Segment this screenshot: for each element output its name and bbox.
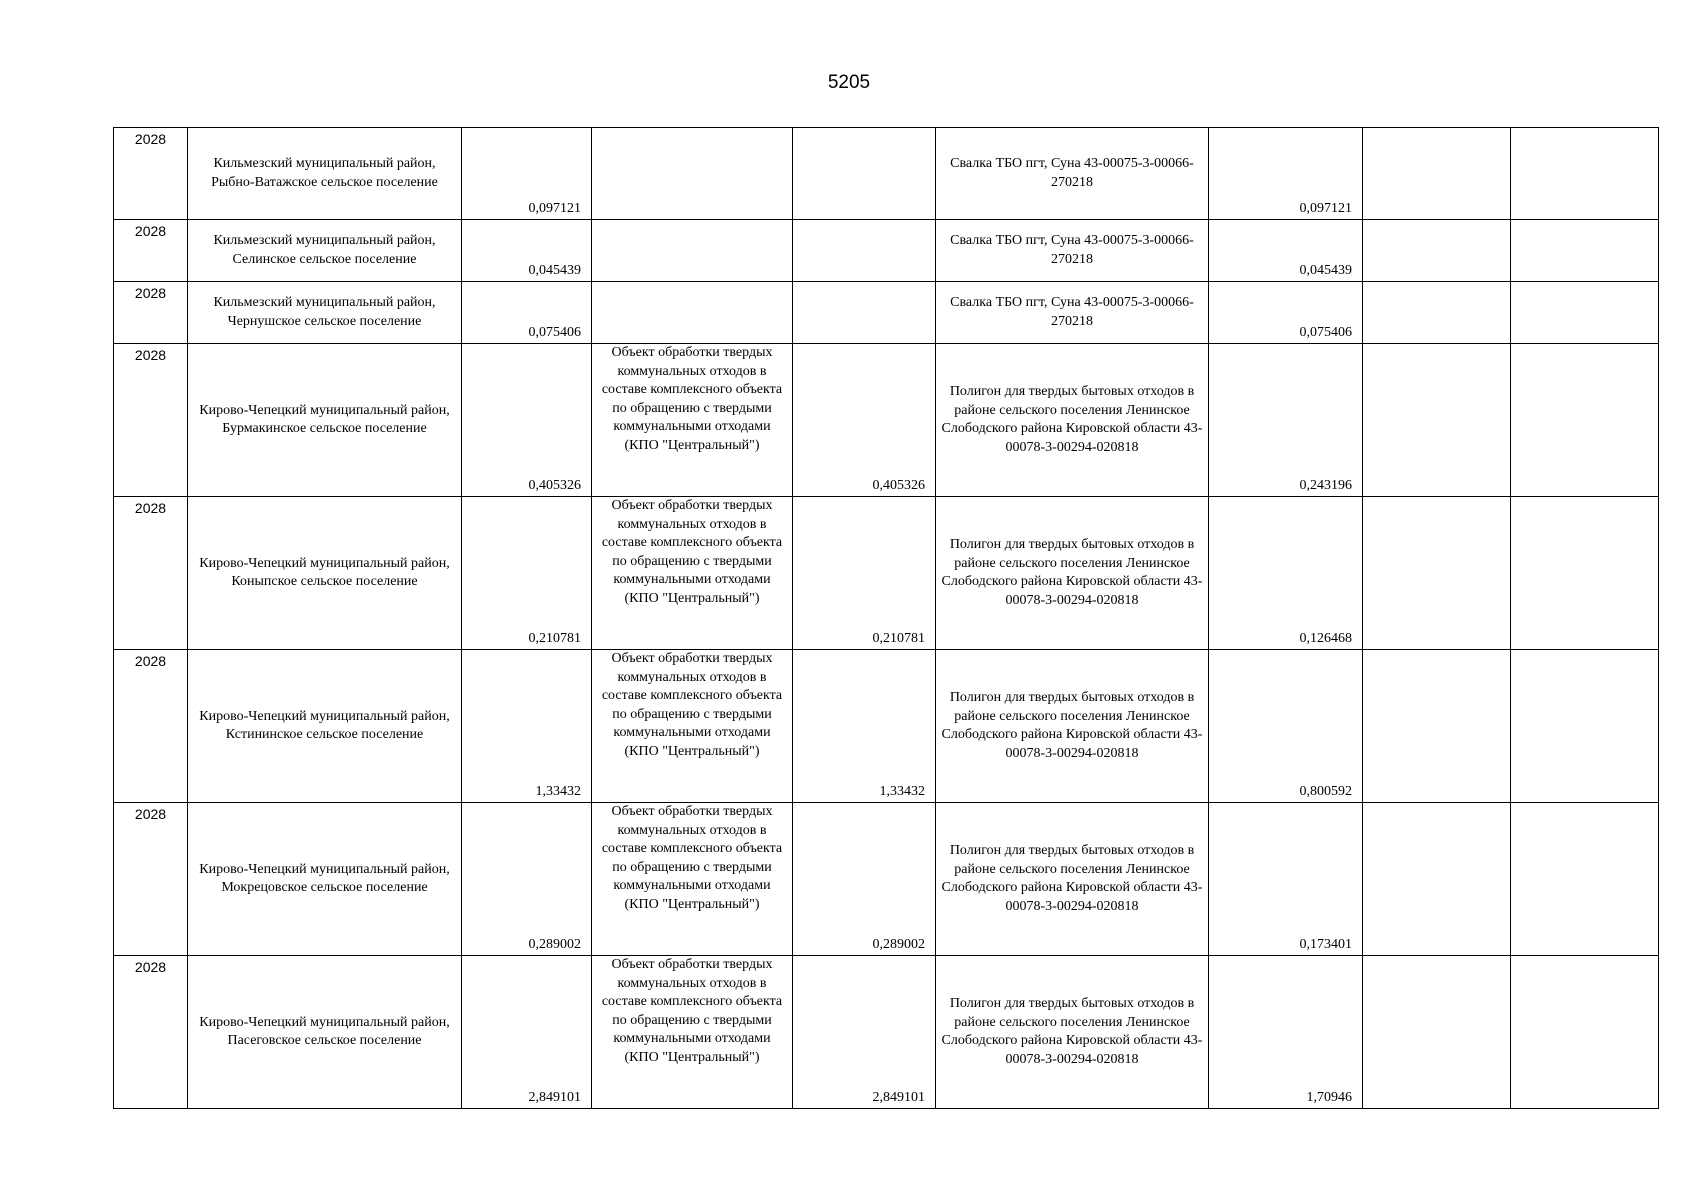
destination-cell: Свалка ТБО пгт, Суна 43-00075-3-00066-270218 (936, 220, 1209, 282)
table-row (114, 344, 1659, 497)
municipality-cell: Кирово-Чепецкий муниципальный район, Мокрецовское сельское поселение (188, 803, 462, 956)
destination-cell: Полигон для твердых бытовых отходов в районе сельского поселения Ленинское Слободского района Кировской области 43-00078-3-00294-020818 (936, 956, 1209, 1109)
destination-cell: Свалка ТБО пгт, Суна 43-00075-3-00066-270218 (936, 128, 1209, 220)
destination-cell: Полигон для твердых бытовых отходов в районе сельского поселения Ленинское Слободского района Кировской области 43-00078-3-00294-020818 (936, 344, 1209, 497)
year-cell: 2028 (114, 344, 188, 497)
processing-volume-cell (793, 128, 936, 220)
table-row (114, 128, 1659, 220)
table-row (114, 282, 1659, 344)
destination-cell: Полигон для твердых бытовых отходов в районе сельского поселения Ленинское Слободского района Кировской области 43-00078-3-00294-020818 (936, 650, 1209, 803)
destination-volume-cell: 0,126468 (1209, 497, 1363, 650)
empty-cell (1511, 956, 1659, 1109)
empty-cell (1511, 803, 1659, 956)
page-number: 5205 (827, 72, 871, 93)
table-row (114, 497, 1659, 650)
destination-volume-cell: 0,243196 (1209, 344, 1363, 497)
processing-volume-cell: 0,210781 (793, 497, 936, 650)
processing-object-cell (592, 220, 793, 282)
empty-cell (1363, 220, 1511, 282)
waste-flow-table (113, 127, 1659, 1109)
processing-volume-cell (793, 282, 936, 344)
volume-total-cell: 0,289002 (462, 803, 592, 956)
empty-cell (1363, 128, 1511, 220)
municipality-cell: Кирово-Чепецкий муниципальный район, Кстининское сельское поселение (188, 650, 462, 803)
table-row (114, 650, 1659, 803)
processing-object-cell: Объект обработки твердых коммунальных отходов в составе комплексного объекта по обращению с твердыми коммунальными отходами (КПО "Центральный") (592, 650, 793, 803)
municipality-cell: Кирово-Чепецкий муниципальный район, Коныпское сельское поселение (188, 497, 462, 650)
empty-cell (1511, 650, 1659, 803)
empty-cell (1511, 344, 1659, 497)
empty-cell (1511, 497, 1659, 650)
destination-volume-cell: 0,800592 (1209, 650, 1363, 803)
processing-object-cell: Объект обработки твердых коммунальных отходов в составе комплексного объекта по обращению с твердыми коммунальными отходами (КПО "Центральный") (592, 497, 793, 650)
processing-volume-cell: 0,289002 (793, 803, 936, 956)
processing-volume-cell: 2,849101 (793, 956, 936, 1109)
year-cell: 2028 (114, 956, 188, 1109)
volume-total-cell: 0,097121 (462, 128, 592, 220)
destination-volume-cell: 0,075406 (1209, 282, 1363, 344)
volume-total-cell: 0,405326 (462, 344, 592, 497)
table-row (114, 803, 1659, 956)
destination-cell: Свалка ТБО пгт, Суна 43-00075-3-00066-270218 (936, 282, 1209, 344)
processing-volume-cell: 1,33432 (793, 650, 936, 803)
year-cell: 2028 (114, 282, 188, 344)
year-cell: 2028 (114, 220, 188, 282)
municipality-cell: Кильмезский муниципальный район, Селинское сельское поселение (188, 220, 462, 282)
empty-cell (1363, 803, 1511, 956)
empty-cell (1363, 650, 1511, 803)
destination-cell: Полигон для твердых бытовых отходов в районе сельского поселения Ленинское Слободского района Кировской области 43-00078-3-00294-020818 (936, 803, 1209, 956)
empty-cell (1511, 220, 1659, 282)
volume-total-cell: 0,075406 (462, 282, 592, 344)
empty-cell (1511, 128, 1659, 220)
destination-volume-cell: 0,045439 (1209, 220, 1363, 282)
municipality-cell: Кильмезский муниципальный район, Чернушское сельское поселение (188, 282, 462, 344)
municipality-cell: Кильмезский муниципальный район, Рыбно-Ватажское сельское поселение (188, 128, 462, 220)
processing-object-cell (592, 282, 793, 344)
table-row (114, 220, 1659, 282)
year-cell: 2028 (114, 803, 188, 956)
volume-total-cell: 0,045439 (462, 220, 592, 282)
destination-volume-cell: 0,173401 (1209, 803, 1363, 956)
empty-cell (1363, 956, 1511, 1109)
processing-object-cell: Объект обработки твердых коммунальных отходов в составе комплексного объекта по обращению с твердыми коммунальными отходами (КПО "Центральный") (592, 344, 793, 497)
destination-volume-cell: 1,70946 (1209, 956, 1363, 1109)
destination-volume-cell: 0,097121 (1209, 128, 1363, 220)
empty-cell (1363, 344, 1511, 497)
destination-cell: Полигон для твердых бытовых отходов в районе сельского поселения Ленинское Слободского района Кировской области 43-00078-3-00294-020818 (936, 497, 1209, 650)
processing-volume-cell: 0,405326 (793, 344, 936, 497)
municipality-cell: Кирово-Чепецкий муниципальный район, Пасеговское сельское поселение (188, 956, 462, 1109)
table-row (114, 956, 1659, 1109)
processing-volume-cell (793, 220, 936, 282)
processing-object-cell (592, 128, 793, 220)
empty-cell (1363, 282, 1511, 344)
year-cell: 2028 (114, 497, 188, 650)
year-cell: 2028 (114, 650, 188, 803)
volume-total-cell: 0,210781 (462, 497, 592, 650)
volume-total-cell: 2,849101 (462, 956, 592, 1109)
municipality-cell: Кирово-Чепецкий муниципальный район, Бурмакинское сельское поселение (188, 344, 462, 497)
processing-object-cell: Объект обработки твердых коммунальных отходов в составе комплексного объекта по обращению с твердыми коммунальными отходами (КПО "Центральный") (592, 803, 793, 956)
processing-object-cell: Объект обработки твердых коммунальных отходов в составе комплексного объекта по обращению с твердыми коммунальными отходами (КПО "Центральный") (592, 956, 793, 1109)
volume-total-cell: 1,33432 (462, 650, 592, 803)
empty-cell (1363, 497, 1511, 650)
empty-cell (1511, 282, 1659, 344)
year-cell: 2028 (114, 128, 188, 220)
